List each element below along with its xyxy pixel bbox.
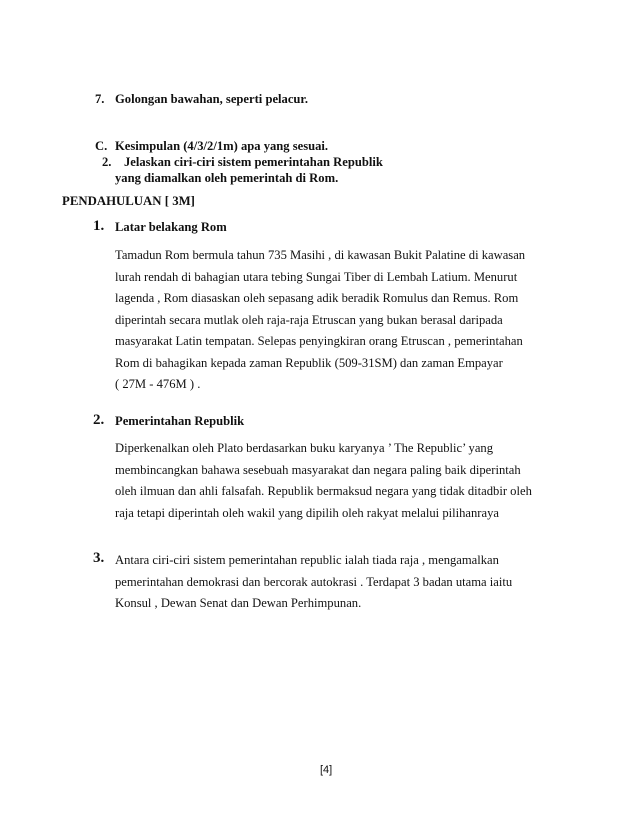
section-c-letter: C. <box>95 139 108 153</box>
question-2-line1: Jelaskan ciri-ciri sistem pemerintahan Republik <box>124 155 383 169</box>
point-3-number: 3. <box>93 550 105 566</box>
point-3-paragraph <box>115 550 512 615</box>
paragraph-line: diperintah secara mutlak oleh raja-raja Etruscan yang bukan berasal daripada <box>115 312 503 327</box>
point-1-paragraph <box>115 245 525 396</box>
question-2-line2: yang diamalkan oleh pemerintah di Rom. <box>115 171 339 185</box>
point-2-number: 2. <box>93 412 105 428</box>
point-1-title: Latar belakang Rom <box>115 220 227 234</box>
item-7-number: 7. <box>95 92 105 106</box>
point-2-paragraph <box>115 438 532 524</box>
paragraph-line: Tamadun Rom bermula tahun 735 Masihi , di kawasan Bukit Palatine di kawasan <box>115 248 526 262</box>
paragraph-line: ( 27M - 476M ) . <box>115 377 201 391</box>
page-number: [4] <box>320 764 333 776</box>
section-c-line1: Kesimpulan (4/3/2/1m) apa yang sesuai. <box>115 139 329 153</box>
item-7-text: Golongan bawahan, seperti pelacur. <box>115 92 309 106</box>
paragraph-line: raja tetapi diperintah oleh wakil yang dipilih oleh rakyat melalui pilihanraya <box>115 505 499 520</box>
paragraph-line: masyarakat Latin tempatan. Selepas penyingkiran orang Etruscan , pemerintahan <box>115 334 523 348</box>
paragraph-line: lagenda , Rom diasaskan oleh sepasang adik beradik Romulus dan Remus. Rom <box>115 291 519 305</box>
pendahuluan-heading: PENDAHULUAN [ 3M] <box>62 194 195 208</box>
paragraph-line: Antara ciri-ciri sistem pemerintahan republic ialah tiada raja , mengamalkan <box>115 553 499 567</box>
paragraph-line: Diperkenalkan oleh Plato berdasarkan buku karyanya ’ The Republic’ yang <box>115 441 494 455</box>
point-1-number: 1. <box>93 218 105 234</box>
paragraph-line: oleh ilmuan dan ahli falsafah. Republik bermaksud negara yang tidak ditadbir oleh <box>115 484 532 498</box>
question-2-number: 2. <box>102 155 112 169</box>
paragraph-line: pemerintahan demokrasi dan bercorak autokrasi . Terdapat 3 badan utama iaitu <box>115 574 513 589</box>
point-2-title: Pemerintahan Republik <box>115 414 245 428</box>
paragraph-line: Konsul , Dewan Senat dan Dewan Perhimpunan. <box>115 596 362 610</box>
paragraph-line: Rom di bahagikan kepada zaman Republik (509-31SM) dan zaman Empayar <box>115 355 503 370</box>
paragraph-line: membincangkan bahawa sesebuah masyarakat dan negara paling baik diperintah <box>115 462 521 477</box>
paragraph-line: lurah rendah di bahagian utara tebing Sungai Tiber di Lembah Latium. Menurut <box>115 269 518 284</box>
